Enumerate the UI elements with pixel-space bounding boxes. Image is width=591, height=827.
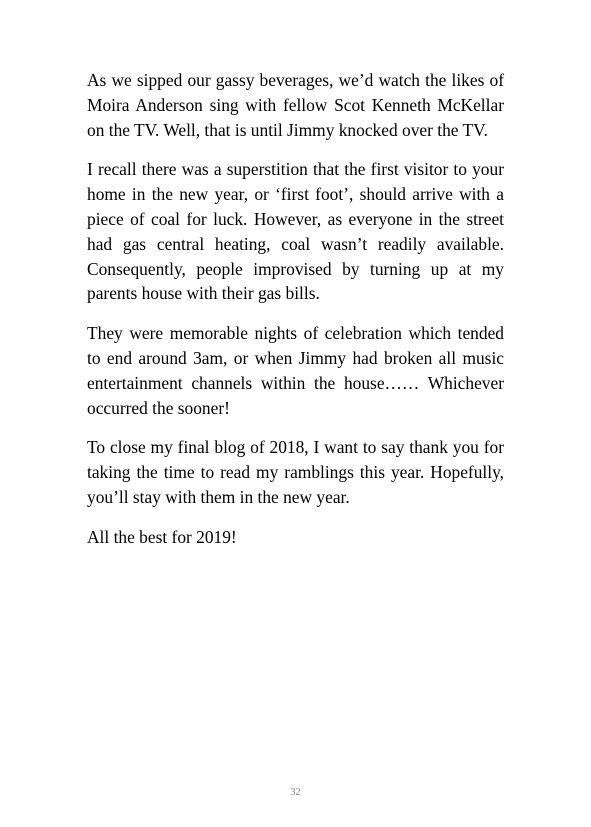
paragraph: They were memorable nights of celebration which tended to end around 3am, or when Jimmy had broken all music entertainment channels within the house…… Whichever occurred the sooner! [87, 323, 504, 418]
paragraph: To close my final blog of 2018, I want to say thank you for taking the time to read my ramblings this year. Hopefully, you’ll stay with them in the new year. [87, 437, 504, 507]
paragraph: As we sipped our gassy beverages, we’d watch the likes of Moira Anderson sing with fellow Scot Kenneth McKellar on the TV. Well, that is until Jimmy knocked over the TV. [87, 70, 504, 140]
page-number: 32 [290, 787, 301, 798]
paragraph: I recall there was a superstition that the first visitor to your home in the new year, or ‘first foot’, should arrive with a piece of coal for luck. However, as everyone in the street had gas central heating, coal wasn’t readily available. Consequently, people improvised by turning up at my parents house with their gas bills. [87, 159, 504, 304]
paragraph: All the best for 2019! [87, 526, 237, 547]
body-text [87, 68, 504, 565]
